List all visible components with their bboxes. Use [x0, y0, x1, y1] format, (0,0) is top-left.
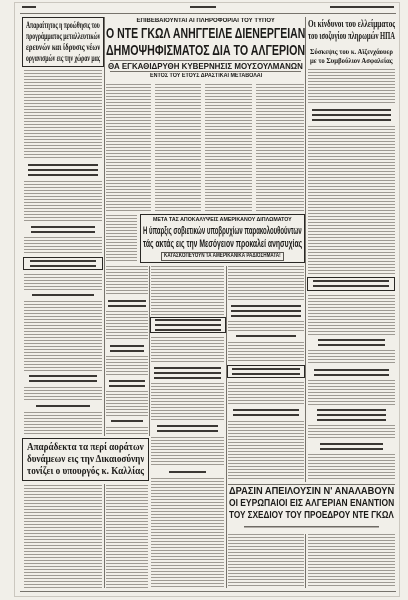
bottom-left-headline-line — [27, 442, 144, 454]
article-text — [256, 84, 304, 212]
top-right-subhead-line — [310, 47, 393, 56]
bottom-right-deck — [228, 526, 395, 528]
article-text — [24, 485, 102, 588]
article-text — [151, 478, 224, 588]
headline-text: Οι κίνδυνοι του ελλείμματος — [308, 19, 395, 30]
bottom-left-headline-box — [22, 438, 149, 481]
banner-tag-box — [161, 252, 284, 261]
headline-text: του ισοζυγίου πληρωμών ΗΠΑ — [308, 31, 395, 42]
article-text — [308, 380, 395, 405]
article-headline — [24, 226, 102, 233]
headline-text: Ο ΝΤΕ ΓΚΩΛ ΑΝΗΓΓΕΙΛΕ ΔΙΕΝΕΡΓΕΙΑΝ — [106, 25, 305, 42]
article-headline — [106, 420, 148, 423]
article-headline — [106, 300, 148, 307]
article-text — [308, 295, 395, 335]
article-headline — [24, 405, 102, 408]
column-rule — [305, 17, 306, 482]
article-text — [151, 437, 224, 467]
tag-text: ΚΑΤΑΣΚΟΠΕΥΟΥΝ ΤΑ ΑΜΕΡΙΚΑΝΙΚΑ ΡΑΔΙΟΣΗΜΑΤΑ! — [164, 253, 281, 259]
article-headline — [228, 409, 304, 416]
article-text — [308, 534, 395, 588]
article-text — [24, 387, 102, 400]
top-left-headline-line — [26, 32, 100, 43]
column-rule — [226, 266, 227, 588]
article-text — [151, 383, 224, 421]
article-headline — [228, 305, 304, 317]
article-text — [308, 69, 395, 105]
article-headline — [308, 443, 395, 450]
top-left-headline-line — [26, 21, 100, 32]
article-text — [106, 356, 148, 376]
bottom-right-headline-line — [229, 510, 394, 522]
banner-headline-line — [143, 238, 302, 251]
kicker-text: ΕΠΙΒΕΒΑΙΟΥΝΤΑΙ ΑΙ ΠΛΗΡΟΦΟΡΙΑΙ ΤΟΥ ΤΥΠΟΥ — [136, 18, 275, 24]
article-headline — [228, 335, 304, 338]
article-text — [24, 70, 102, 160]
lead-headline-line — [106, 25, 305, 42]
article-headline — [228, 368, 304, 375]
article-text — [106, 215, 137, 262]
subhead-text: ΘΑ ΕΓΚΑΘΙΔΡΥΘΗ ΚΥΒΕΡΝΗΣΙΣ ΜΟΥΣΟΥΛΜΑΝΩΝ — [108, 61, 303, 71]
subhead-text: με το Συμβούλιον Ασφαλείας — [310, 56, 393, 65]
article-text — [308, 454, 395, 481]
top-left-headline-line — [26, 43, 100, 54]
lead-deck — [150, 73, 262, 80]
lead-kicker — [106, 18, 305, 25]
headline-text: Απαραίτητος η προώθησις του — [26, 21, 100, 31]
article-headline — [106, 345, 148, 352]
article-headline — [151, 471, 224, 474]
article-headline — [308, 369, 395, 376]
headline-text: ΔΡΑΣΙΝ ΑΠΕΙΛΟΥΣΙΝ Ν' ΑΝΑΛΑΒΟΥΝ — [229, 486, 394, 497]
article-headline — [308, 109, 395, 121]
top-left-headline-box — [22, 17, 104, 67]
article-text — [205, 84, 252, 212]
article-headline — [24, 260, 102, 267]
article-text — [24, 274, 102, 290]
top-left-headline-line — [26, 54, 100, 65]
headline-text: δυνάμεων εις την Δικαιοσύνην — [27, 454, 144, 465]
article-text — [228, 421, 304, 480]
headline-text: Η ύπαρξις σοβιετικών υποβρυχίων παρακολουθούντων — [143, 225, 302, 237]
bottom-right-headline-line — [229, 486, 394, 498]
article-headline — [308, 339, 395, 346]
lead-rule — [110, 71, 301, 72]
headline-text: ερευνών και ίδρυσις νέων — [26, 43, 100, 53]
article-text — [24, 237, 102, 255]
column-rule — [149, 266, 150, 436]
headline-text: Απαράδεκτα τα περί αοράτων — [27, 442, 144, 453]
article-text — [151, 337, 224, 363]
article-text — [228, 266, 304, 301]
article-text — [106, 391, 148, 416]
headline-text: οργανισμών εις την χώραν μας — [26, 54, 100, 64]
headline-text: προγράμματος μεταλλευτικών — [26, 32, 100, 42]
top-right-headline-line — [308, 31, 395, 43]
article-headline — [24, 164, 102, 176]
article-text — [151, 266, 224, 315]
top-right-subhead-line — [310, 56, 393, 65]
article-text — [228, 321, 304, 331]
article-headline — [308, 409, 395, 421]
lead-headline-line — [106, 42, 305, 59]
column-rule — [305, 534, 306, 588]
bottom-right-rule — [228, 484, 395, 485]
kicker-text: ΜΕΤΑ ΤΑΣ ΑΠΟΚΑΛΥΨΕΙΣ ΑΜΕΡΙΚΑΝΟΥ ΔΙΠΛΩΜΑΤΟΥ — [153, 217, 292, 223]
article-headline — [151, 425, 224, 432]
headline-text: ΤΟΥ ΣΧΕΔΙΟΥ ΤΟΥ ΠΡΟΕΔΡΟΥ ΝΤΕ ΓΚΩΛ — [229, 510, 394, 521]
masthead-label — [190, 6, 216, 8]
bottom-left-headline-line — [27, 466, 144, 478]
article-text — [228, 342, 304, 362]
article-text — [24, 412, 102, 434]
column-rule — [104, 484, 105, 588]
headline-text: τάς ακτάς εις την Μεσόγειον προκαλεί ανησυχίας — [143, 238, 302, 250]
article-text — [106, 427, 148, 435]
article-text — [308, 425, 395, 440]
bottom-right-headline-line — [229, 498, 394, 510]
article-headline — [24, 294, 102, 297]
top-right-headline-line — [308, 19, 395, 31]
headline-text: τονίζει ο υπουργός κ. Καλλίας — [27, 466, 144, 477]
article-text — [106, 485, 148, 588]
banner-headline-line — [143, 225, 302, 238]
deck-text: ΕΝΤΟΣ ΤΟΥ ΕΤΟΥΣ ΔΡΑΣΤΙΚΑΙ ΜΕΤΑΒΟΛΑΙ — [150, 73, 262, 79]
subhead-text: Σύσκεψις του κ. Αϊζενχάουερ — [310, 47, 393, 56]
article-text — [228, 534, 304, 588]
article-text — [24, 181, 102, 222]
headline-text: ΟΙ ΕΥΡΩΠΑΙΟΙ ΕΙΣ ΑΛΓΕΡΙΑΝ ΕΝΑΝΤΙΟΝ — [229, 498, 394, 509]
article-text — [308, 350, 395, 365]
headline-text: ΔΗΜΟΨΗΦΙΣΜΑΤΟΣ ΔΙΑ ΤΟ ΑΛΓΕΡΙΟΝ — [106, 42, 305, 59]
submarine-story-box — [140, 214, 305, 263]
article-headline — [151, 319, 225, 331]
lead-subhead — [108, 61, 303, 71]
article-headline — [24, 375, 102, 382]
article-text — [308, 126, 395, 274]
banner-tag — [164, 253, 281, 260]
bottom-left-headline-line — [27, 454, 144, 466]
header-rule — [20, 13, 396, 14]
article-headline — [151, 367, 224, 379]
article-headline — [106, 380, 148, 387]
article-text — [155, 84, 201, 212]
date-label — [330, 6, 394, 8]
page-number-label — [22, 6, 36, 8]
footer-rule — [20, 591, 396, 592]
column-rule — [104, 17, 105, 436]
article-text — [106, 266, 148, 296]
article-text — [106, 311, 148, 341]
article-text — [106, 84, 151, 212]
article-text — [228, 382, 304, 405]
article-headline — [308, 280, 394, 287]
banner-kicker — [153, 217, 292, 224]
article-text — [24, 301, 102, 371]
